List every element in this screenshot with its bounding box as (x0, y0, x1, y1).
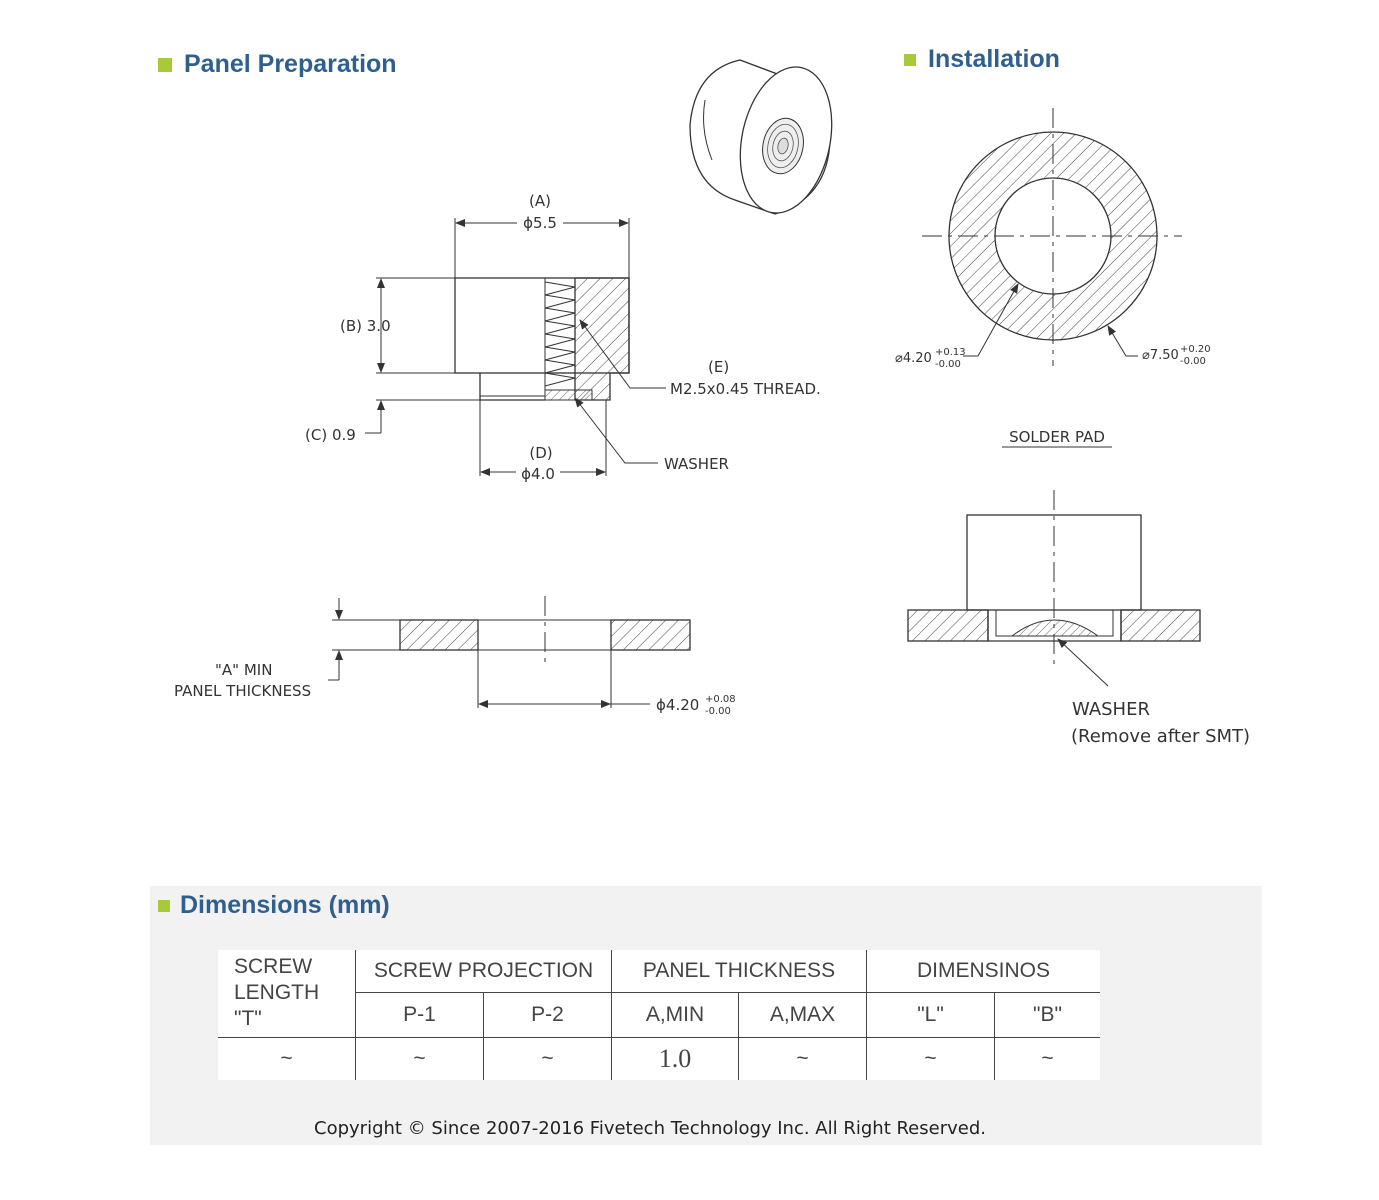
pad-outer-tolerance-minus: -0.00 (1180, 356, 1206, 367)
copyright-notice: Copyright © Since 2007-2016 Fivetech Technology Inc. All Right Reserved. (314, 1118, 986, 1139)
dim-d-value: ϕ4.0 (521, 465, 555, 483)
nut-3d-icon (690, 58, 844, 221)
table-cell: 1.0 (612, 1037, 739, 1080)
panel-hole-section (174, 596, 736, 717)
screw-projection-header: SCREW PROJECTION (356, 950, 612, 992)
screw-length-header (218, 950, 356, 1037)
p1-header: P-1 (356, 992, 484, 1037)
screw-length-line-3: "T" (234, 1007, 262, 1031)
thread-label: M2.5x0.45 THREAD. (670, 380, 821, 398)
a-max-header: A,MAX (739, 992, 867, 1037)
min-thickness-label-1: "A" MIN (215, 661, 273, 679)
installed-view (908, 490, 1250, 747)
table-cell: ~ (484, 1037, 612, 1080)
table-cell: ~ (867, 1037, 995, 1080)
dimensions-heading (158, 891, 390, 920)
nut-section-view (305, 192, 821, 483)
dim-d-label: (D) (529, 444, 553, 462)
table-cell: ~ (739, 1037, 867, 1080)
hole-tolerance-minus: -0.00 (705, 706, 731, 717)
table-cell: ~ (218, 1037, 356, 1080)
washer-install-label: WASHER (1072, 699, 1150, 720)
dimensions-group-header: DIMENSINOS (867, 950, 1101, 992)
table-row (218, 1037, 1100, 1080)
washer-label: WASHER (664, 455, 729, 473)
table-cell: ~ (356, 1037, 484, 1080)
dim-e-label: (E) (708, 358, 730, 376)
dimensions-title: Dimensions (mm) (180, 891, 390, 919)
pad-inner-diameter: ⌀4.20 (895, 351, 932, 366)
pad-inner-tolerance-plus: +0.13 (935, 347, 966, 358)
dimensions-table (218, 950, 1100, 1080)
p2-header: P-2 (484, 992, 612, 1037)
a-min-header: A,MIN (612, 992, 739, 1037)
dim-b: (B) 3.0 (340, 317, 391, 335)
dim-a-value: ϕ5.5 (523, 214, 557, 232)
screw-length-line-1: SCREW (234, 955, 313, 979)
screw-length-line-2: LENGTH (234, 981, 320, 1005)
table-cell: ~ (1041, 1046, 1054, 1070)
pad-outer-tolerance-plus: +0.20 (1180, 344, 1211, 355)
pad-outer-diameter: ⌀7.50 (1142, 348, 1179, 363)
solder-pad-label: SOLDER PAD (1009, 428, 1105, 446)
remove-note: (Remove after SMT) (1071, 726, 1251, 747)
hole-diameter: ϕ4.20 (656, 696, 700, 714)
min-thickness-label-2: PANEL THICKNESS (174, 682, 312, 700)
bullet-icon (158, 900, 170, 912)
panel-preparation-title: Panel Preparation (184, 50, 397, 78)
solder-pad-view (895, 108, 1211, 447)
pad-inner-tolerance-minus: -0.00 (935, 359, 961, 370)
panel-thickness-header: PANEL THICKNESS (612, 950, 867, 992)
installation-title: Installation (928, 45, 1060, 73)
l-header: "L" (867, 992, 995, 1037)
dim-c: (C) 0.9 (305, 426, 356, 444)
hole-tolerance-plus: +0.08 (705, 694, 736, 705)
b-header: "B" (995, 992, 1101, 1037)
dim-a-label: (A) (529, 192, 551, 210)
